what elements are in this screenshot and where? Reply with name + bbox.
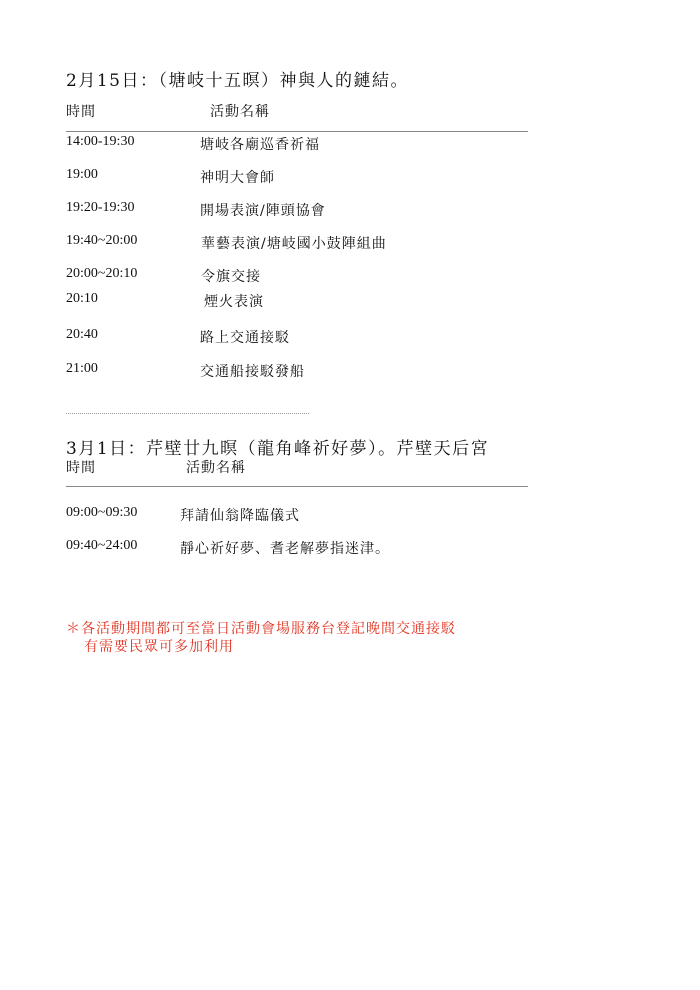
table-row-time: 20:40 <box>66 327 98 342</box>
section2-col-activity: 活動名稱 <box>186 460 246 476</box>
section2-col-time: 時間 <box>66 460 96 476</box>
table-row-activity: 華藝表演/塘岐國小鼓陣組曲 <box>201 236 387 252</box>
section1-header-rule <box>66 131 528 132</box>
table-row-activity: 煙火表演 <box>204 294 264 310</box>
table-row-time: 19:40~20:00 <box>66 233 138 248</box>
note-line-1: ＊各活動期間都可至當日活動會場服務台登記晚間交通接駁 <box>66 621 456 637</box>
table-row-time: 21:00 <box>66 361 98 376</box>
table-row-activity: 令旗交接 <box>201 269 261 285</box>
section-divider <box>66 413 309 414</box>
table-row-activity: 靜心祈好夢、耆老解夢指迷津。 <box>180 541 390 557</box>
section1-col-time: 時間 <box>66 104 96 120</box>
table-row-time: 09:00~09:30 <box>66 505 138 520</box>
table-row-activity: 開場表演/陣頭協會 <box>200 203 326 219</box>
table-row-time: 14:00-19:30 <box>66 134 135 149</box>
table-row-activity: 交通船接駁發船 <box>200 364 305 380</box>
section1-heading: 2月15日：（塘岐十五暝）神與人的鏈結。 <box>66 71 409 91</box>
table-row-activity: 路上交通接駁 <box>200 330 290 346</box>
table-row-time: 20:10 <box>66 291 98 306</box>
table-row-time: 20:00~20:10 <box>66 266 138 281</box>
section2-heading: 3月1日：芹壁廿九暝（龍角峰祈好夢）。芹壁天后宮 <box>66 439 490 459</box>
note-line-2: 有需要民眾可多加利用 <box>84 639 234 655</box>
table-row-time: 19:00 <box>66 167 98 182</box>
section2-header-rule <box>66 486 528 487</box>
table-row-activity: 塘岐各廟巡香祈福 <box>200 137 320 153</box>
table-row-time: 19:20-19:30 <box>66 200 135 215</box>
table-row-time: 09:40~24:00 <box>66 538 138 553</box>
table-row-activity: 拜請仙翁降臨儀式 <box>180 508 300 524</box>
section1-col-activity: 活動名稱 <box>210 104 270 120</box>
table-row-activity: 神明大會師 <box>200 170 275 186</box>
